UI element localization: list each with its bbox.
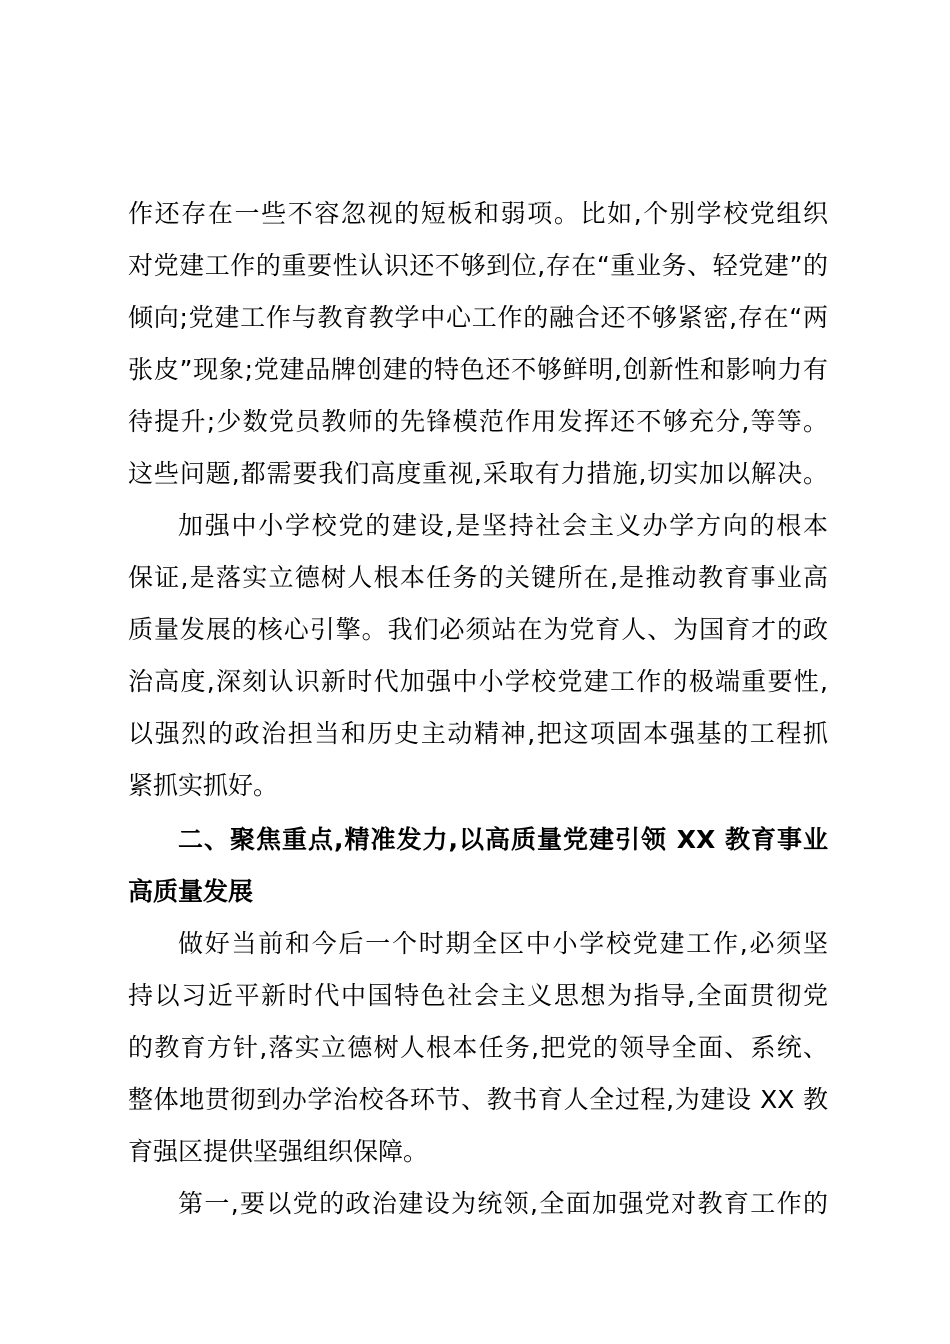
paragraph-line: 作还存在一些不容忽视的短板和弱项。比如,个别学校党组织 xyxy=(128,199,828,228)
section-heading: 二、聚焦重点,精准发力,以高质量党建引领 XX 教育事业 xyxy=(178,825,828,854)
paragraph-line: 育强区提供坚强组织保障。 xyxy=(128,1137,429,1166)
paragraph-line: 持以习近平新时代中国特色社会主义思想为指导,全面贯彻党 xyxy=(128,981,828,1010)
paragraph-line: 的教育方针,落实立德树人根本任务,把党的领导全面、系统、 xyxy=(128,1033,828,1062)
section-heading: 高质量发展 xyxy=(128,877,254,906)
paragraph-line: 整体地贯彻到办学治校各环节、教书育人全过程,为建设 XX 教 xyxy=(128,1085,828,1114)
paragraph-line: 以强烈的政治担当和历史主动精神,把这项固本强基的工程抓 xyxy=(128,719,828,748)
paragraph-line: 对党建工作的重要性认识还不够到位,存在“重业务、轻党建”的 xyxy=(128,251,828,280)
paragraph-line: 质量发展的核心引擎。我们必须站在为党育人、为国育才的政 xyxy=(128,615,828,644)
paragraph-line: 做好当前和今后一个时期全区中小学校党建工作,必须坚 xyxy=(178,929,828,958)
paragraph-line: 第一,要以党的政治建设为统领,全面加强党对教育工作的 xyxy=(178,1189,828,1218)
paragraph-line: 待提升;少数党员教师的先锋模范作用发挥还不够充分,等等。 xyxy=(128,407,828,436)
paragraph-line: 倾向;党建工作与教育教学中心工作的融合还不够紧密,存在“两 xyxy=(128,303,828,332)
paragraph-line: 保证,是落实立德树人根本任务的关键所在,是推动教育事业高 xyxy=(128,563,828,592)
paragraph-line: 治高度,深刻认识新时代加强中小学校党建工作的极端重要性, xyxy=(128,667,828,696)
paragraph-line: 紧抓实抓好。 xyxy=(128,771,279,800)
paragraph-line: 张皮”现象;党建品牌创建的特色还不够鲜明,创新性和影响力有 xyxy=(128,355,828,384)
paragraph-line: 这些问题,都需要我们高度重视,采取有力措施,切实加以解决。 xyxy=(128,459,828,488)
paragraph-line: 加强中小学校党的建设,是坚持社会主义办学方向的根本 xyxy=(178,511,828,540)
